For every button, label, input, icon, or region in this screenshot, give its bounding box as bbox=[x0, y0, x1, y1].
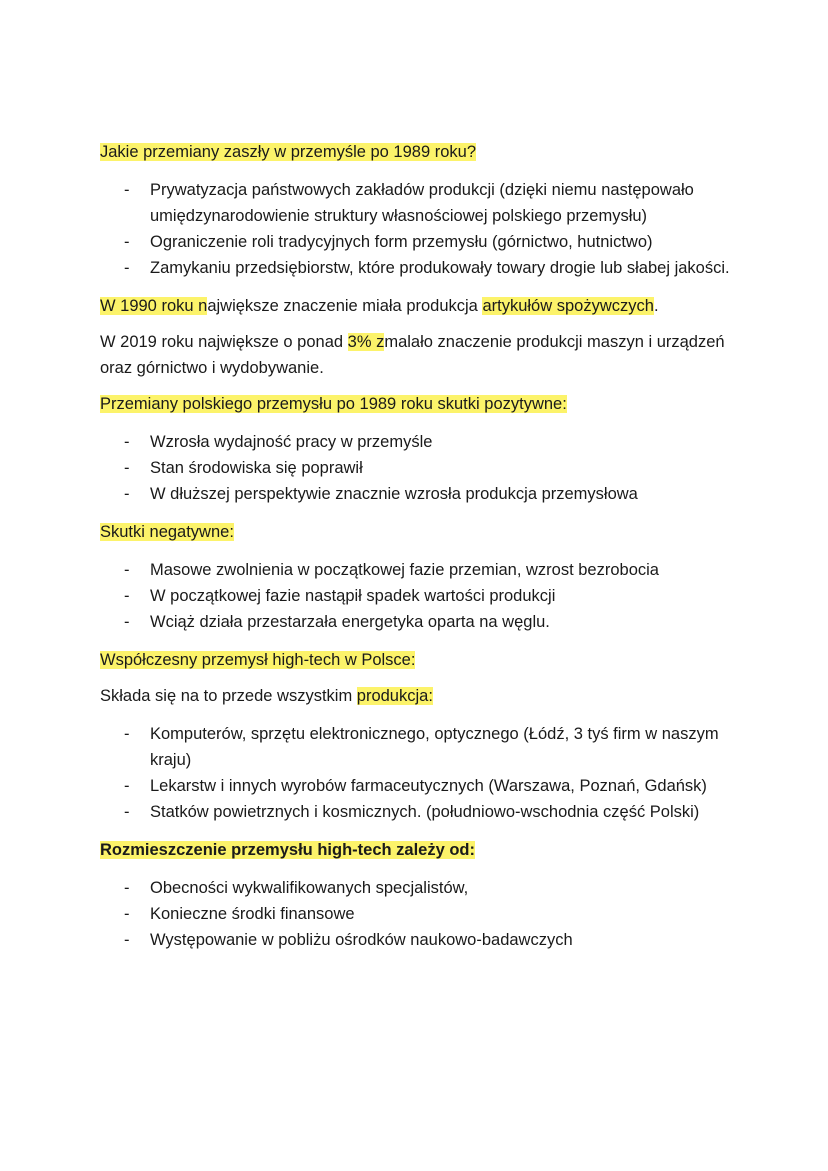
list-item bbox=[100, 557, 740, 583]
bullet-dash: - bbox=[124, 259, 130, 277]
list-item bbox=[100, 773, 740, 799]
bullet-dash: - bbox=[124, 725, 130, 743]
list-item-text: W początkowej fazie nastąpił spadek wartości produkcji bbox=[150, 587, 556, 605]
list-item bbox=[100, 875, 740, 901]
highlight: 3% z bbox=[347, 333, 385, 351]
list-item-text: Komputerów, sprzętu elektronicznego, optycznego (Łódź, 3 tyś firm w naszym kraju) bbox=[150, 725, 719, 769]
paragraph-text: . bbox=[653, 297, 659, 315]
bullet-dash: - bbox=[124, 613, 130, 631]
heading-text: Jakie przemiany zaszły w przemyśle po 1989 roku? bbox=[100, 143, 476, 161]
paragraph-high-tech-intro bbox=[100, 683, 740, 709]
bullet-dash: - bbox=[124, 587, 130, 605]
bullet-dash: - bbox=[124, 879, 130, 897]
negative-effects-list bbox=[100, 557, 740, 635]
heading-text: Rozmieszczenie przemysłu high-tech zależy od: bbox=[100, 841, 476, 859]
list-item-text: Statków powietrznych i kosmicznych. (południowo-wschodnia część Polski) bbox=[150, 803, 700, 821]
document-content bbox=[100, 139, 740, 965]
changes-list bbox=[100, 177, 740, 281]
list-item bbox=[100, 177, 740, 229]
list-item bbox=[100, 455, 740, 481]
paragraph-text: Składa się na to przede wszystkim bbox=[100, 687, 357, 705]
bullet-dash: - bbox=[124, 931, 130, 949]
heading-text: Współczesny przemysł high-tech w Polsce: bbox=[100, 651, 416, 669]
heading-positive-effects bbox=[100, 391, 740, 417]
list-item bbox=[100, 927, 740, 953]
list-item-text: Zamykaniu przedsiębiorstw, które produkowały towary drogie lub słabej jakości. bbox=[150, 259, 730, 277]
paragraph-text: W 2019 roku największe o ponad bbox=[100, 333, 348, 351]
list-item-text: Stan środowiska się poprawił bbox=[150, 459, 363, 477]
list-item-text: Prywatyzacja państwowych zakładów produkcji (dzięki niemu następowało umiędzynarodowienie struktury własnościowej polskiego przemysłu) bbox=[150, 181, 694, 225]
bullet-dash: - bbox=[124, 561, 130, 579]
high-tech-list bbox=[100, 721, 740, 825]
list-item-text: Konieczne środki finansowe bbox=[150, 905, 355, 923]
list-item-text: W dłuższej perspektywie znacznie wzrosła produkcja przemysłowa bbox=[150, 485, 638, 503]
paragraph-text: ajwiększe znaczenie miała produkcja bbox=[207, 297, 483, 315]
list-item-text: Ograniczenie roli tradycyjnych form przemysłu (górnictwo, hutnictwo) bbox=[150, 233, 653, 251]
list-item bbox=[100, 481, 740, 507]
bullet-dash: - bbox=[124, 433, 130, 451]
list-item bbox=[100, 901, 740, 927]
list-item-text: Wciąż działa przestarzała energetyka oparta na węglu. bbox=[150, 613, 550, 631]
bullet-dash: - bbox=[124, 485, 130, 503]
list-item bbox=[100, 229, 740, 255]
bullet-dash: - bbox=[124, 233, 130, 251]
positive-effects-list bbox=[100, 429, 740, 507]
heading-high-tech bbox=[100, 647, 740, 673]
highlight: W 1990 roku n bbox=[100, 297, 208, 315]
heading-text: Przemiany polskiego przemysłu po 1989 roku skutki pozytywne: bbox=[100, 395, 567, 413]
heading-negative-effects bbox=[100, 519, 740, 545]
list-item bbox=[100, 429, 740, 455]
heading-location-factors bbox=[100, 837, 740, 863]
list-item-text: Występowanie w pobliżu ośrodków naukowo-badawczych bbox=[150, 931, 573, 949]
paragraph-2019 bbox=[100, 329, 740, 381]
list-item-text: Lekarstw i innych wyrobów farmaceutycznych (Warszawa, Poznań, Gdańsk) bbox=[150, 777, 707, 795]
paragraph-1990 bbox=[100, 293, 740, 319]
bullet-dash: - bbox=[124, 803, 130, 821]
list-item bbox=[100, 255, 740, 281]
list-item-text: Obecności wykwalifikowanych specjalistów, bbox=[150, 879, 469, 897]
highlight: produkcja: bbox=[356, 687, 433, 705]
bullet-dash: - bbox=[124, 459, 130, 477]
list-item bbox=[100, 609, 740, 635]
highlight: artykułów spożywczych bbox=[482, 297, 654, 315]
bullet-dash: - bbox=[124, 905, 130, 923]
paragraph-text: malało znaczenie produkcji maszyn i urządzeń oraz górnictwo i wydobywanie. bbox=[100, 333, 725, 377]
list-item-text: Wzrosła wydajność pracy w przemyśle bbox=[150, 433, 433, 451]
heading-changes-after-1989 bbox=[100, 139, 740, 165]
location-factors-list bbox=[100, 875, 740, 953]
list-item-text: Masowe zwolnienia w początkowej fazie przemian, wzrost bezrobocia bbox=[150, 561, 659, 579]
list-item bbox=[100, 583, 740, 609]
list-item bbox=[100, 721, 740, 773]
bullet-dash: - bbox=[124, 181, 130, 199]
heading-text: Skutki negatywne: bbox=[100, 523, 234, 541]
list-item bbox=[100, 799, 740, 825]
bullet-dash: - bbox=[124, 777, 130, 795]
